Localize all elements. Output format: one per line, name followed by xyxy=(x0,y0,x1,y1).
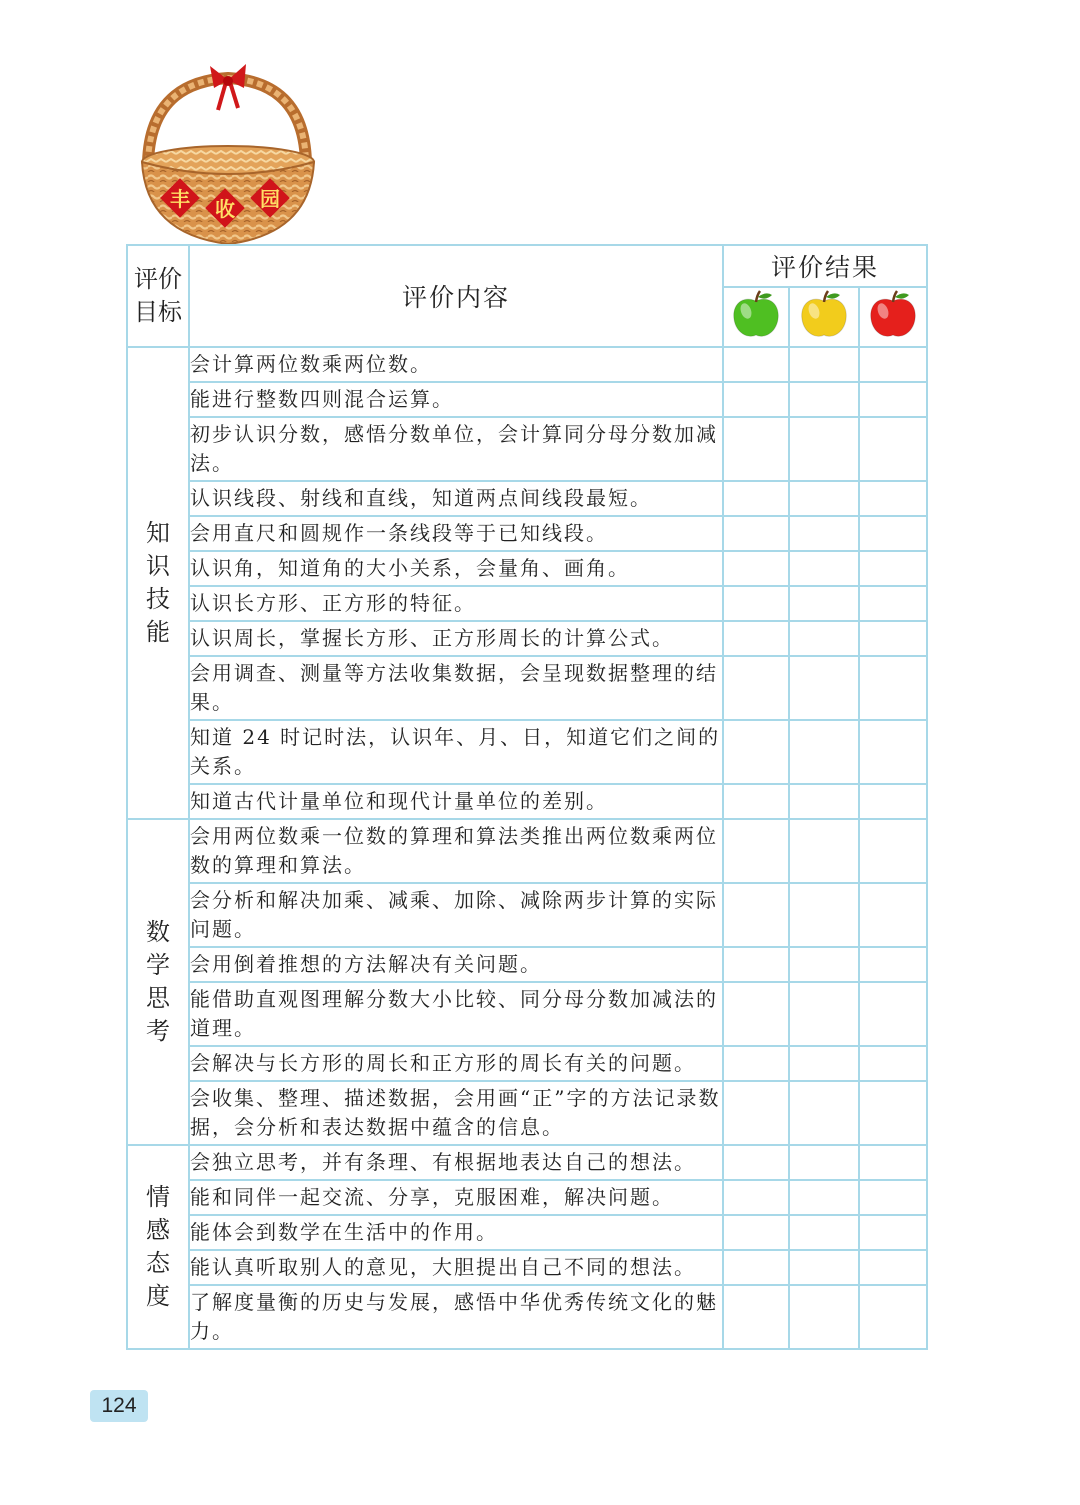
rating-cell[interactable] xyxy=(859,1250,927,1285)
red-apple-icon xyxy=(867,289,919,341)
evaluation-item: 初步认识分数，感悟分数单位，会计算同分母分数加减法。 xyxy=(189,417,723,481)
rating-cell[interactable] xyxy=(859,516,927,551)
table-row xyxy=(127,982,927,1046)
rating-cell[interactable] xyxy=(859,947,927,982)
category-cell xyxy=(127,1145,189,1349)
evaluation-item: 认识周长，掌握长方形、正方形周长的计算公式。 xyxy=(189,621,723,656)
rating-cell[interactable] xyxy=(723,481,789,516)
evaluation-item: 会解决与长方形的周长和正方形的周长有关的问题。 xyxy=(189,1046,723,1081)
rating-cell[interactable] xyxy=(859,347,927,382)
table-row xyxy=(127,417,927,481)
rating-column-header xyxy=(789,287,859,347)
rating-cell[interactable] xyxy=(789,784,859,819)
table-row xyxy=(127,1250,927,1285)
rating-cell[interactable] xyxy=(789,819,859,883)
rating-cell[interactable] xyxy=(859,784,927,819)
table-row xyxy=(127,481,927,516)
table-row xyxy=(127,1145,927,1180)
evaluation-item: 认识角，知道角的大小关系，会量角、画角。 xyxy=(189,551,723,586)
table-row xyxy=(127,551,927,586)
rating-cell[interactable] xyxy=(789,656,859,720)
category-cell xyxy=(127,347,189,819)
rating-cell[interactable] xyxy=(789,1081,859,1145)
category-label: 知识技能 xyxy=(146,519,170,646)
rating-cell[interactable] xyxy=(723,1145,789,1180)
evaluation-item: 能体会到数学在生活中的作用。 xyxy=(189,1215,723,1250)
rating-cell[interactable] xyxy=(723,947,789,982)
rating-cell[interactable] xyxy=(859,883,927,947)
rating-cell[interactable] xyxy=(789,481,859,516)
rating-cell[interactable] xyxy=(723,1081,789,1145)
rating-cell[interactable] xyxy=(859,1046,927,1081)
rating-cell[interactable] xyxy=(789,551,859,586)
evaluation-item: 能和同伴一起交流、分享，克服困难，解决问题。 xyxy=(189,1180,723,1215)
evaluation-item: 认识长方形、正方形的特征。 xyxy=(189,586,723,621)
page-number: 124 xyxy=(90,1390,148,1422)
rating-cell[interactable] xyxy=(723,621,789,656)
rating-column-header xyxy=(723,287,789,347)
rating-cell[interactable] xyxy=(789,1250,859,1285)
harvest-basket-illustration xyxy=(136,62,320,248)
content-header: 评价内容 xyxy=(189,245,723,347)
evaluation-item: 了解度量衡的历史与发展，感悟中华优秀传统文化的魅力。 xyxy=(189,1285,723,1349)
evaluation-item: 会计算两位数乘两位数。 xyxy=(189,347,723,382)
evaluation-table xyxy=(126,244,928,1350)
table-row xyxy=(127,516,927,551)
goal-header-text: 评价目标 xyxy=(134,265,182,326)
rating-cell[interactable] xyxy=(859,720,927,784)
rating-cell[interactable] xyxy=(789,1145,859,1180)
evaluation-item: 会用两位数乘一位数的算理和算法类推出两位数乘两位数的算理和算法。 xyxy=(189,819,723,883)
rating-cell[interactable] xyxy=(789,586,859,621)
category-cell xyxy=(127,819,189,1145)
rating-cell[interactable] xyxy=(723,347,789,382)
table-row xyxy=(127,784,927,819)
rating-cell[interactable] xyxy=(859,382,927,417)
rating-cell[interactable] xyxy=(789,883,859,947)
rating-cell[interactable] xyxy=(789,621,859,656)
rating-cell[interactable] xyxy=(859,656,927,720)
evaluation-item: 会收集、整理、描述数据，会用画“正”字的方法记录数据，会分析和表达数据中蕴含的信息。 xyxy=(189,1081,723,1145)
yellow-apple-icon xyxy=(798,289,850,341)
rating-cell[interactable] xyxy=(723,720,789,784)
evaluation-item: 能认真听取别人的意见，大胆提出自己不同的想法。 xyxy=(189,1250,723,1285)
rating-column-header xyxy=(859,287,927,347)
rating-cell[interactable] xyxy=(723,1046,789,1081)
evaluation-item: 会用调查、测量等方法收集数据，会呈现数据整理的结果。 xyxy=(189,656,723,720)
evaluation-item: 会用倒着推想的方法解决有关问题。 xyxy=(189,947,723,982)
basket-label-char: 收 xyxy=(215,197,235,221)
rating-cell[interactable] xyxy=(859,1215,927,1250)
table-row xyxy=(127,1046,927,1081)
rating-cell[interactable] xyxy=(859,982,927,1046)
table-row xyxy=(127,621,927,656)
rating-cell[interactable] xyxy=(789,1180,859,1215)
rating-cell[interactable] xyxy=(859,481,927,516)
rating-cell[interactable] xyxy=(859,586,927,621)
rating-cell[interactable] xyxy=(859,417,927,481)
rating-cell[interactable] xyxy=(723,819,789,883)
category-label: 数学思考 xyxy=(146,918,170,1045)
result-header: 评价结果 xyxy=(723,245,927,287)
rating-cell[interactable] xyxy=(789,1046,859,1081)
table-row xyxy=(127,656,927,720)
rating-cell[interactable] xyxy=(789,417,859,481)
rating-cell[interactable] xyxy=(789,347,859,382)
rating-cell[interactable] xyxy=(723,1285,789,1349)
rating-cell[interactable] xyxy=(859,819,927,883)
rating-cell[interactable] xyxy=(723,551,789,586)
table-row xyxy=(127,1285,927,1349)
basket-label-char: 丰 xyxy=(170,187,190,211)
rating-cell[interactable] xyxy=(859,1081,927,1145)
rating-cell[interactable] xyxy=(789,1215,859,1250)
category-label: 情感态度 xyxy=(146,1183,170,1310)
evaluation-item: 认识线段、射线和直线，知道两点间线段最短。 xyxy=(189,481,723,516)
rating-cell[interactable] xyxy=(723,784,789,819)
table-row xyxy=(127,1081,927,1145)
rating-cell[interactable] xyxy=(789,982,859,1046)
rating-cell[interactable] xyxy=(723,1250,789,1285)
table-row xyxy=(127,382,927,417)
evaluation-item: 能进行整数四则混合运算。 xyxy=(189,382,723,417)
green-apple-icon xyxy=(730,289,782,341)
rating-cell[interactable] xyxy=(789,516,859,551)
rating-cell[interactable] xyxy=(789,382,859,417)
table-row xyxy=(127,720,927,784)
evaluation-item: 会分析和解决加乘、减乘、加除、减除两步计算的实际问题。 xyxy=(189,883,723,947)
table-row xyxy=(127,819,927,883)
evaluation-item: 知道 24 时记时法，认识年、月、日，知道它们之间的关系。 xyxy=(189,720,723,784)
basket-label-char: 园 xyxy=(260,187,280,211)
rating-cell[interactable] xyxy=(723,382,789,417)
rating-cell[interactable] xyxy=(859,1285,927,1349)
table-row xyxy=(127,586,927,621)
rating-cell[interactable] xyxy=(859,1145,927,1180)
table-row xyxy=(127,1215,927,1250)
table-row xyxy=(127,883,927,947)
rating-cell[interactable] xyxy=(723,417,789,481)
rating-cell[interactable] xyxy=(859,551,927,586)
evaluation-item: 能借助直观图理解分数大小比较、同分母分数加减法的道理。 xyxy=(189,982,723,1046)
rating-cell[interactable] xyxy=(789,1285,859,1349)
goal-header xyxy=(127,245,189,347)
rating-cell[interactable] xyxy=(723,1180,789,1215)
table-row xyxy=(127,1180,927,1215)
rating-cell[interactable] xyxy=(723,516,789,551)
evaluation-item: 会独立思考，并有条理、有根据地表达自己的想法。 xyxy=(189,1145,723,1180)
rating-cell[interactable] xyxy=(723,1215,789,1250)
rating-cell[interactable] xyxy=(723,656,789,720)
rating-cell[interactable] xyxy=(789,720,859,784)
rating-cell[interactable] xyxy=(723,586,789,621)
evaluation-item: 会用直尺和圆规作一条线段等于已知线段。 xyxy=(189,516,723,551)
rating-cell[interactable] xyxy=(723,883,789,947)
rating-cell[interactable] xyxy=(789,947,859,982)
rating-cell[interactable] xyxy=(859,1180,927,1215)
rating-cell[interactable] xyxy=(859,621,927,656)
evaluation-item: 知道古代计量单位和现代计量单位的差别。 xyxy=(189,784,723,819)
table-row xyxy=(127,347,927,382)
table-row xyxy=(127,947,927,982)
rating-cell[interactable] xyxy=(723,982,789,1046)
